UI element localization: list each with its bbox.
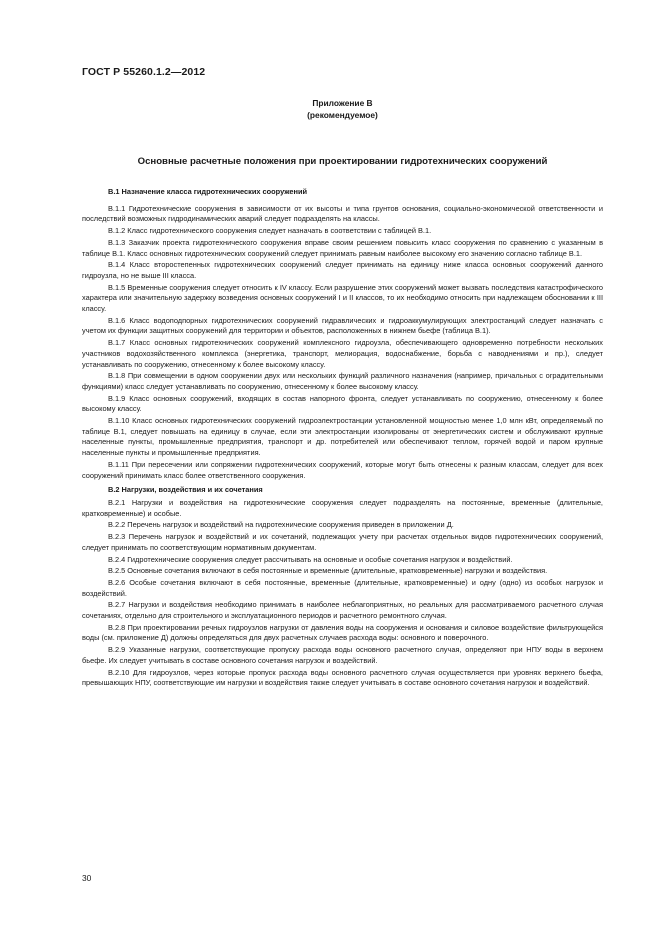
- paragraph-b1-7: В.1.7 Класс основных гидротехнических сооружений комплексного гидроузла, обеспечивающего одновременно потребности нескольких участников водохозяйственного комплекса (энергетика, транспорт, мелиорация, водоснабжение, борьба с наводнениями и пр.), следует устанавливать по сооружению, отнесенному к более высокому классу.: [82, 338, 603, 369]
- paragraph-b1-11: В.1.11 При пересечении или сопряжении гидротехнических сооружений, которые могут быть отнесены к разным классам, следует для всех сооружений принимать класс более ответственного сооружения.: [82, 459, 603, 480]
- paragraph-b1-3: В.1.3 Заказчик проекта гидротехнического сооружения вправе своим решением повысить класс сооружения по сравнению с указанным в таблице В.1. Класс основных гидротехнических сооружений следует принимать равным наиболее высокому его значению согласно таблице В.1.: [82, 237, 603, 258]
- paragraph-b1-5: В.1.5 Временные сооружения следует относить к IV классу. Если разрушение этих сооружений может вызвать последствия катастрофического характера или значительную задержку возведения основных сооружений I и II классов, то их необходимо относить при надлежащем обосновании к III классу.: [82, 282, 603, 314]
- main-title: Основные расчетные положения при проектировании гидротехнических сооружений: [137, 156, 548, 167]
- annex-title: Приложение В: [312, 98, 373, 108]
- annex-status: (рекомендуемое): [307, 110, 378, 120]
- paragraph-b2-2: В.2.2 Перечень нагрузок и воздействий на гидротехнические сооружения приведен в приложении Д.: [108, 520, 454, 530]
- paragraph-b2-8: В.2.8 При проектировании речных гидроузлов нагрузки от давления воды на сооружения и основания и силовое воздействие фильтрующейся воды (см. приложение Д) должны определяться для двух расчетных случаев расхода воды: основного и поверочного.: [82, 622, 603, 643]
- paragraph-b1-10: В.1.10 Класс основных гидротехнических сооружений гидроэлектростанции установленной мощностью менее 1,0 млн кВт, определяемый по таблице В.1, следует повышать на единицу в случае, если эти электростанции изолированы от энергетических систем и обслуживают крупные населенные пункты, промышленные предприятия, транспорт и др. потребителей или обеспечивают теплом, горячей водой и паром крупные населенные пункты и промышленные предприятия.: [82, 416, 603, 458]
- paragraph-b2-7: В.2.7 Нагрузки и воздействия необходимо принимать в наиболее неблагоприятных, но реальных для рассматриваемого расчетного случая сочетаниях, отдельно для строительного и эксплуатационного периодов и расчетного ремонтного случая.: [82, 600, 603, 621]
- document-body: [82, 187, 603, 690]
- paragraph-b2-6: В.2.6 Особые сочетания включают в себя постоянные, временные (длительные, кратковременные) и одну (одно) из особых нагрузок и воздействий.: [82, 577, 603, 598]
- paragraph-b2-10: В.2.10 Для гидроузлов, через которые пропуск расхода воды основного расчетного случая осуществляется при уровнях верхнего бьефа, превышающих НПУ, соответствующие им нагрузки и воздействия также следует учитывать в составе основного сочетания нагрузок и воздействий.: [82, 667, 603, 688]
- paragraph-b1-8: В.1.8 При совмещении в одном сооружении двух или нескольких функций различного назначения (например, причальных с оградительными функциями) класс следует устанавливать по сооружению, отнесенному к более высокому классу.: [82, 371, 603, 391]
- page-number: 30: [82, 873, 92, 883]
- paragraph-b2-4: В.2.4 Гидротехнические сооружения следует рассчитывать на основные и особые сочетания нагрузок и воздействий.: [108, 554, 513, 564]
- paragraph-b1-4: В.1.4 Класс второстепенных гидротехнических сооружений следует принимать на единицу ниже класса основных сооружений данного гидроузла, но не выше III класса.: [82, 260, 603, 280]
- section-heading-b1: В.1 Назначение класса гидротехнических сооружений: [108, 187, 308, 196]
- paragraph-b1-6: В.1.6 Класс водоподпорных гидротехнических сооружений гидравлических и гидроаккумулирующих электростанций следует назначать с учетом их функции защитных сооружений для территории и объектов, расположенных в нижнем бьефе (таблица В.1).: [82, 315, 603, 336]
- paragraph-b1-1: В.1.1 Гидротехнические сооружения в зависимости от их высоты и типа грунтов основания, социально-экономической ответственности и последствий возможных гидродинамических аварий следует подразделять на классы.: [82, 203, 603, 224]
- paragraph-b2-3: В.2.3 Перечень нагрузок и воздействий и их сочетаний, подлежащих учету при расчетах отдельных видов гидротехнических сооружений, следует принимать по соответствующим нормативным документам.: [82, 532, 603, 552]
- paragraph-b2-1: В.2.1 Нагрузки и воздействия на гидротехнические сооружения следует подразделять на постоянные, временные (длительные, кратковременные) и особые.: [82, 497, 603, 518]
- paragraph-b2-9: В.2.9 Указанные нагрузки, соответствующие пропуску расхода воды основного расчетного случая, определяют при НПУ воды в верхнем бьефе. Их следует учитывать в составе основного сочетания нагрузок и воздействий.: [82, 645, 603, 665]
- section-heading-b2: В.2 Нагрузки, воздействия и их сочетания: [108, 485, 263, 495]
- paragraph-b2-5: В.2.5 Основные сочетания включают в себя постоянные и временные (длительные, кратковременные) нагрузки и воздействия.: [108, 566, 548, 576]
- paragraph-b1-9: В.1.9 Класс основных сооружений, входящих в состав напорного фронта, следует устанавливать по сооружению, отнесенному к более высокому классу.: [82, 393, 603, 414]
- paragraph-b1-2: В.1.2 Класс гидротехнического сооружения следует назначать в соответствии с таблицей В.1.: [108, 226, 432, 236]
- document-code-header: ГОСТ Р 55260.1.2—2012: [82, 66, 206, 78]
